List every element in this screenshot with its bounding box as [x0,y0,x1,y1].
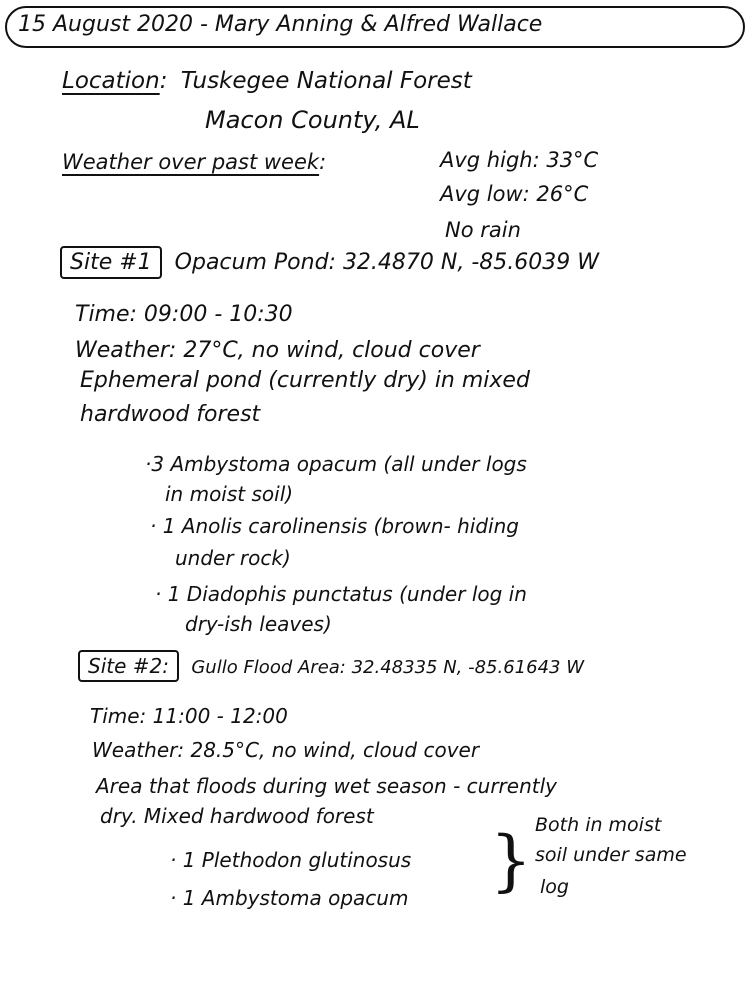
bullet: · [145,452,152,476]
weather-week-line [62,152,326,173]
site2-desc-line1: Area that floods during wet season - currently [96,774,557,798]
site2-obs1 [170,850,411,870]
site1-weather: Weather: 27°C, no wind, cloud cover [75,338,480,363]
site2-obs1-text: 1 Plethodon glutinosus [182,848,412,872]
site2-weather: Weather: 28.5°C, no wind, cloud cover [92,738,480,762]
grouping-brace: } [490,822,532,899]
avg-low: Avg low: 26°C [440,182,589,206]
site2-note-line3: log [540,876,569,898]
bullet: · [170,886,177,910]
header-line [18,14,542,36]
site1-obs3-line2: dry-ish leaves) [185,612,332,636]
no-rain: No rain [445,218,521,242]
site2-note-line2: soil under same [535,844,687,866]
header-date: 15 August 2020 [18,12,193,37]
site2-desc-line2: dry. Mixed hardwood forest [100,804,374,828]
site1-label: Site #1 [60,246,162,279]
site2-header [78,656,584,677]
site2-colon: : [162,654,169,678]
site2-label: Site #2 [88,654,163,678]
site2-label-box [78,650,179,682]
site1-obs3-text: 1 Diadophis punctatus (under log in [167,582,527,606]
site2-time: Time: 11:00 - 12:00 [90,704,288,728]
site1-time: Time: 09:00 - 10:30 [75,302,293,327]
site1-name-coords: Opacum Pond: 32.4870 N, -85.6039 W [174,250,600,275]
location-label: Location [62,68,160,94]
avg-high: Avg high: 33°C [440,148,599,172]
site1-obs2-line1 [150,516,519,536]
weather-week-colon: : [319,150,327,174]
bullet: · [170,848,177,872]
site1-obs2-line2: under rock) [175,546,291,570]
site1-obs3-line1 [155,584,527,604]
site2-obs2 [170,888,408,908]
site1-obs1-text: 3 Ambystoma opacum (all under logs [151,452,527,476]
site1-obs1-line2: in moist soil) [165,482,294,506]
site1-obs2-text: 1 Anolis carolinensis (brown- hiding [162,514,519,538]
bullet: · [155,582,162,606]
header-separator: - [192,12,215,37]
weather-week-label: Weather over past week [62,150,320,174]
site1-desc-line2: hardwood forest [80,402,261,427]
location-forest: Tuskegee National Forest [180,68,472,94]
site1-obs1-line1 [145,454,527,474]
location-county: Macon County, AL [205,106,420,134]
site2-name-coords: Gullo Flood Area: 32.48335 N, -85.61643 W [191,657,585,678]
site1-desc-line1: Ephemeral pond (currently dry) in mixed [80,368,530,393]
site1-header [60,252,599,274]
location-colon: : [159,68,168,94]
site2-note-line1: Both in moist [535,814,662,836]
site2-obs2-text: 1 Ambystoma opacum [182,886,409,910]
location-line [62,70,472,93]
header-authors: Mary Anning & Alfred Wallace [214,12,543,37]
bullet: · [150,514,157,538]
